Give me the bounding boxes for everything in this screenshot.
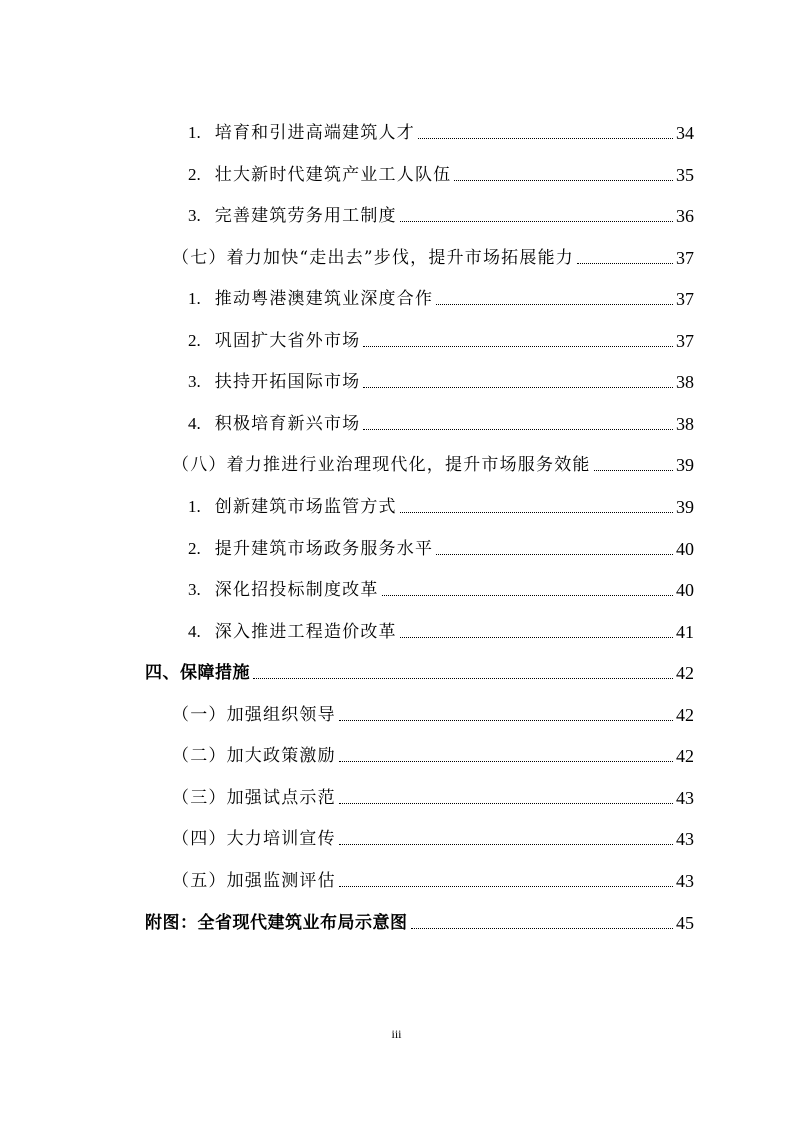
toc-entry-number: 1. — [188, 123, 201, 142]
dot-leader — [339, 842, 673, 845]
dot-leader — [400, 510, 673, 513]
toc-entry-title: （二）加大政策激励 — [172, 746, 336, 766]
toc-entry-page: 42 — [676, 705, 694, 725]
dot-leader — [339, 718, 673, 721]
toc-entry-title: （四）大力培训宣传 — [172, 829, 336, 849]
toc-entry-title: 扶持开拓国际市场 — [214, 372, 361, 392]
toc-entry[interactable] — [188, 326, 694, 352]
toc-entry-title: （七）着力加快“走出去”步伐，提升市场拓展能力 — [172, 248, 574, 268]
toc-entry[interactable] — [172, 783, 694, 809]
dot-leader — [253, 676, 673, 679]
toc-entry-number: 3. — [188, 372, 201, 391]
toc-entry-number: 4. — [188, 414, 201, 433]
toc-entry-page: 37 — [676, 331, 694, 351]
toc-entry-title: 积极培育新兴市场 — [214, 414, 361, 434]
toc-entry-number: 1. — [188, 289, 201, 308]
toc-entry[interactable] — [188, 160, 694, 186]
toc-entry-page: 34 — [676, 123, 694, 143]
toc-entry-page: 40 — [676, 539, 694, 559]
dot-leader — [454, 178, 673, 181]
toc-entry[interactable] — [172, 243, 694, 269]
toc-entry-number: 1. — [188, 497, 201, 516]
toc-entry[interactable] — [188, 492, 694, 518]
toc-entry-page: 39 — [676, 497, 694, 517]
toc-entry-number: 2. — [188, 165, 201, 184]
dot-leader — [436, 552, 673, 555]
dot-leader — [400, 635, 673, 638]
toc-entry-title: （三）加强试点示范 — [172, 788, 336, 808]
dot-leader — [363, 385, 673, 388]
toc-entry-title: 培育和引进高端建筑人才 — [214, 123, 415, 143]
toc-entry[interactable] — [188, 575, 694, 601]
dot-leader — [363, 344, 673, 347]
dot-leader — [436, 302, 673, 305]
toc-entry-number: 2. — [188, 539, 201, 558]
toc-entry[interactable] — [188, 201, 694, 227]
toc-entry[interactable] — [172, 741, 694, 767]
toc-entry-page: 42 — [676, 746, 694, 766]
dot-leader — [418, 136, 673, 139]
toc-entry-page: 40 — [676, 580, 694, 600]
page-number: iii — [391, 1027, 402, 1041]
toc-entry[interactable] — [145, 658, 694, 684]
toc-entry-page: 43 — [676, 788, 694, 808]
toc-entry-title: 提升建筑市场政务服务水平 — [214, 539, 434, 559]
toc-entry-title: 创新建筑市场监管方式 — [214, 497, 397, 517]
dot-leader — [382, 593, 673, 596]
toc-entry-number: 2. — [188, 331, 201, 350]
toc-entry[interactable] — [145, 908, 694, 934]
toc-entry-title: 巩固扩大省外市场 — [214, 331, 361, 351]
toc-entry-title: （一）加强组织领导 — [172, 705, 336, 725]
dot-leader — [400, 219, 673, 222]
dot-leader — [363, 427, 673, 430]
dot-leader — [339, 801, 673, 804]
toc-entry-title: 深入推进工程造价改革 — [214, 622, 397, 642]
toc-entry[interactable] — [188, 617, 694, 643]
toc-entry-title: 推动粤港澳建筑业深度合作 — [214, 289, 434, 309]
toc-entry[interactable] — [188, 409, 694, 435]
toc-entry-number: 4. — [188, 622, 201, 641]
toc-entry-title: 附图：全省现代建筑业布局示意图 — [145, 913, 408, 933]
toc-entry[interactable] — [172, 824, 694, 850]
toc-entry[interactable] — [172, 866, 694, 892]
toc-entry[interactable] — [188, 284, 694, 310]
toc-entry-number: 3. — [188, 206, 201, 225]
toc-entry-page: 45 — [676, 913, 694, 933]
toc-entry[interactable] — [172, 450, 694, 476]
toc-entry-page: 43 — [676, 871, 694, 891]
toc-entry[interactable] — [188, 118, 694, 144]
toc-entry-page: 36 — [676, 206, 694, 226]
toc-entry-page: 35 — [676, 165, 694, 185]
toc-entry-title: （八）着力推进行业治理现代化，提升市场服务效能 — [172, 455, 591, 475]
toc-entry-title: 完善建筑劳务用工制度 — [214, 206, 397, 226]
toc-entry-page: 41 — [676, 622, 694, 642]
toc-entry-page: 38 — [676, 372, 694, 392]
toc-entry-title: （五）加强监测评估 — [172, 871, 336, 891]
toc-entry-page: 37 — [676, 289, 694, 309]
toc-entry[interactable] — [172, 700, 694, 726]
dot-leader — [594, 468, 673, 471]
toc-entry-page: 39 — [676, 455, 694, 475]
toc-entry-page: 42 — [676, 663, 694, 683]
dot-leader — [577, 261, 673, 264]
toc-entry-title: 壮大新时代建筑产业工人队伍 — [214, 165, 452, 185]
toc-entry-title: 深化招投标制度改革 — [214, 580, 379, 600]
dot-leader — [339, 884, 673, 887]
toc-entry-page: 37 — [676, 248, 694, 268]
dot-leader — [411, 926, 674, 929]
toc-entry[interactable] — [188, 534, 694, 560]
toc-entry-page: 43 — [676, 829, 694, 849]
toc-entry[interactable] — [188, 367, 694, 393]
toc-entry-page: 38 — [676, 414, 694, 434]
toc-entry-title: 四、保障措施 — [145, 663, 250, 683]
toc-entry-number: 3. — [188, 580, 201, 599]
dot-leader — [339, 759, 673, 762]
